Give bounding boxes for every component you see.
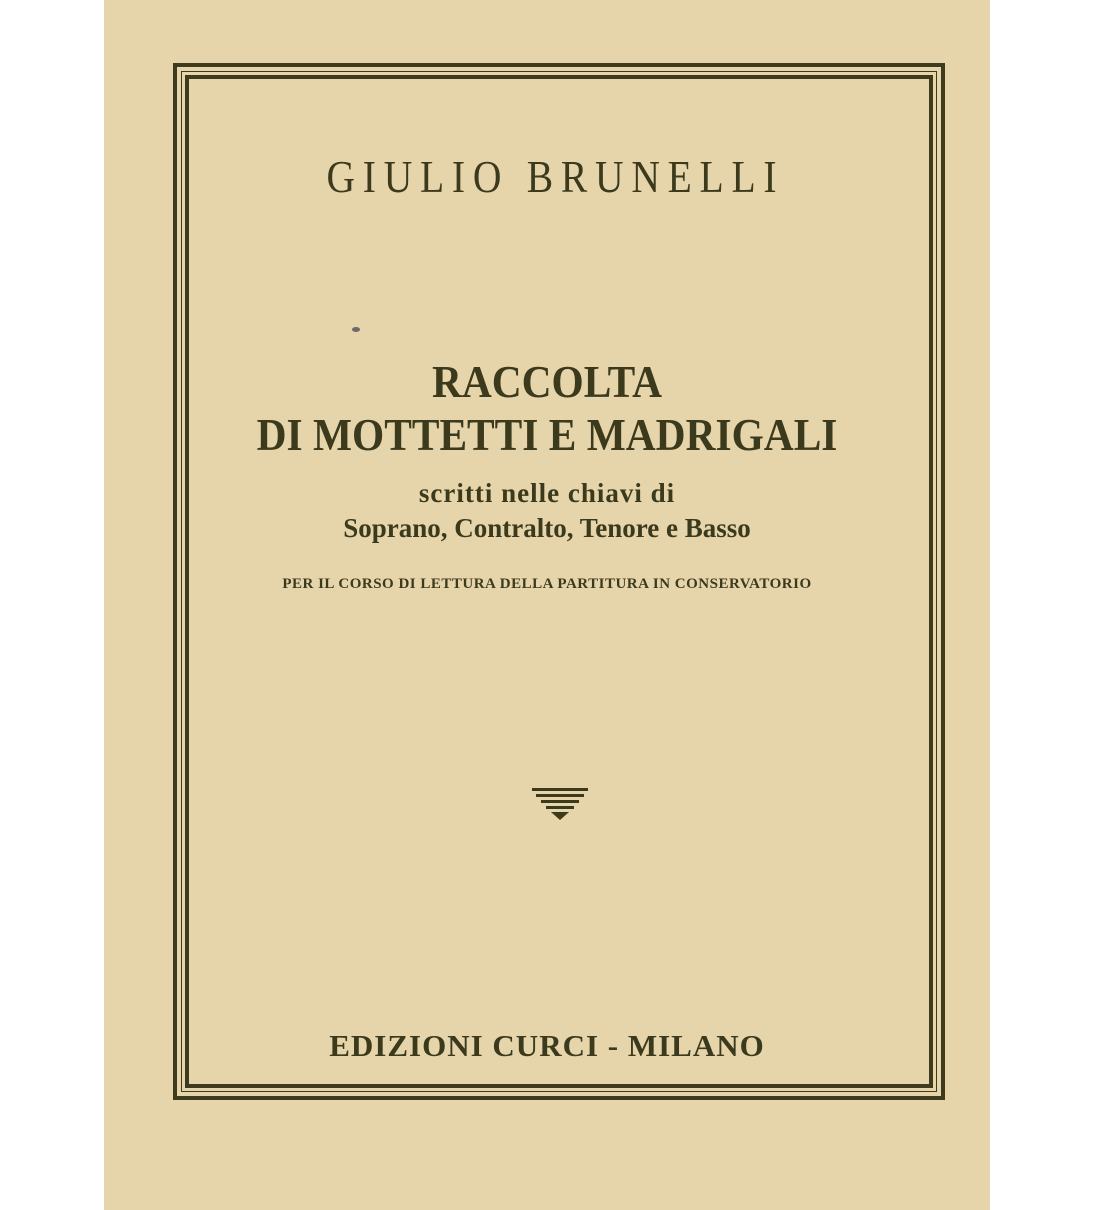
- book-cover: [104, 0, 990, 1210]
- author-name: GIULIO BRUNELLI: [326, 151, 785, 202]
- title-line-1: RACCOLTA: [431, 356, 663, 407]
- title-line-2: DI MOTTETTI E MADRIGALI: [256, 409, 838, 460]
- publisher-name: EDIZIONI CURCI - MILANO: [329, 1028, 765, 1063]
- triangle-ornament-icon: [532, 788, 588, 822]
- subtitle-line-2: Soprano, Contralto, Tenore e Basso: [343, 513, 751, 543]
- paper-speck: [352, 327, 360, 332]
- course-note: PER IL CORSO DI LETTURA DELLA PARTITURA IN CONSERVATORIO: [282, 576, 812, 592]
- subtitle-line-1: scritti nelle chiavi di: [418, 478, 676, 508]
